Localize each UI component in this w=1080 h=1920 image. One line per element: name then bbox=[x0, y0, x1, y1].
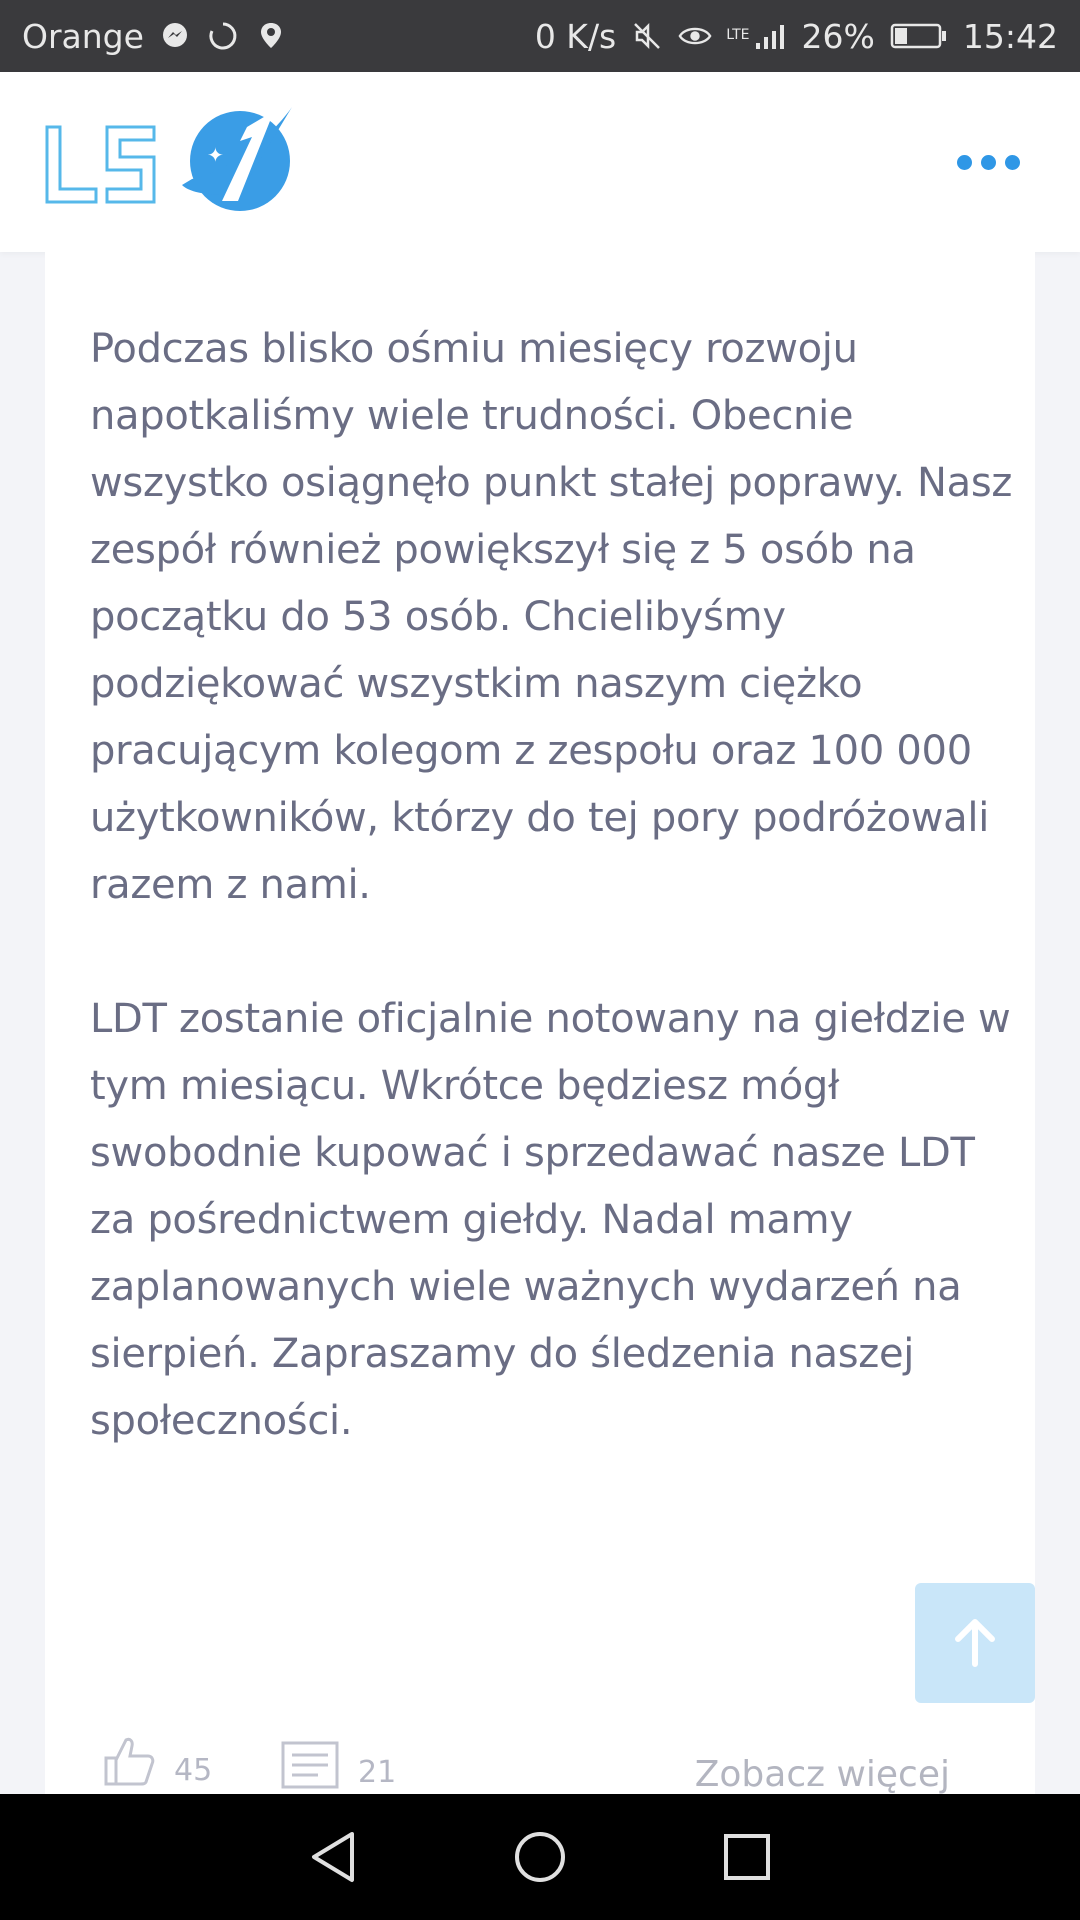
comment-button[interactable] bbox=[280, 1740, 396, 1790]
status-left bbox=[22, 17, 288, 56]
app-header bbox=[0, 72, 1080, 252]
recents-icon[interactable] bbox=[712, 1822, 782, 1892]
svg-text:✦: ✦ bbox=[207, 143, 224, 167]
messenger-icon bbox=[158, 19, 192, 53]
carrier-name: Orange bbox=[22, 16, 144, 56]
more-dots-icon[interactable] bbox=[947, 145, 1030, 180]
net-speed: 0 K/s bbox=[534, 16, 617, 56]
comment-count: 21 bbox=[358, 1755, 397, 1790]
comment-icon bbox=[280, 1740, 340, 1790]
status-right bbox=[535, 17, 1058, 56]
logo-graphic bbox=[42, 97, 312, 227]
article-paragraph-1: Podczas blisko ośmiu miesięcy rozwoju napotkaliśmy wiele trudności. Obecnie wszystko osiągnęło punkt stałej poprawy. Nasz zespół również powiększył się z 5 osób na początku do 53 osób. Chcielibyśmy podziękować wszystkim naszym ciężko pracującym kolegom z zespołu oraz 100 000 użytkowników, którzy do tej pory podróżowali razem z nami. bbox=[90, 326, 1013, 908]
back-icon[interactable] bbox=[298, 1822, 368, 1892]
system-nav-bar bbox=[0, 1794, 1080, 1920]
arrow-up-icon bbox=[952, 1618, 998, 1668]
status-bar bbox=[0, 0, 1080, 72]
battery-icon bbox=[889, 19, 949, 53]
clock: 15:42 bbox=[962, 16, 1058, 56]
article-card bbox=[45, 252, 1035, 1794]
see-more-link[interactable]: Zobacz więcej bbox=[694, 1754, 950, 1794]
eye-icon bbox=[678, 19, 712, 53]
like-button[interactable] bbox=[100, 1732, 212, 1788]
site-logo[interactable] bbox=[42, 97, 312, 227]
card-footer bbox=[45, 1732, 1035, 1794]
like-count: 45 bbox=[174, 1753, 213, 1788]
article-body bbox=[90, 316, 1020, 1522]
home-icon[interactable] bbox=[505, 1822, 575, 1892]
scroll-top-button[interactable] bbox=[915, 1583, 1035, 1703]
article-paragraph-2: LDT zostanie oficjalnie notowany na giełdzie w tym miesiącu. Wkrótce będziesz mógł swobodnie kupować i sprzedawać nasze LDT za pośrednictwem giełdy. Nadal mamy zaplanowanych wiele ważnych wydarzeń na sierpień. Zapraszamy do śledzenia naszej społeczności. bbox=[90, 996, 1011, 1444]
location-icon bbox=[254, 19, 288, 53]
signal-icon bbox=[754, 19, 788, 53]
thumbs-up-icon bbox=[100, 1732, 156, 1788]
network-type: LTE bbox=[726, 26, 750, 43]
sync-icon bbox=[206, 19, 240, 53]
battery-percent: 26% bbox=[801, 16, 875, 56]
mute-icon bbox=[630, 19, 664, 53]
